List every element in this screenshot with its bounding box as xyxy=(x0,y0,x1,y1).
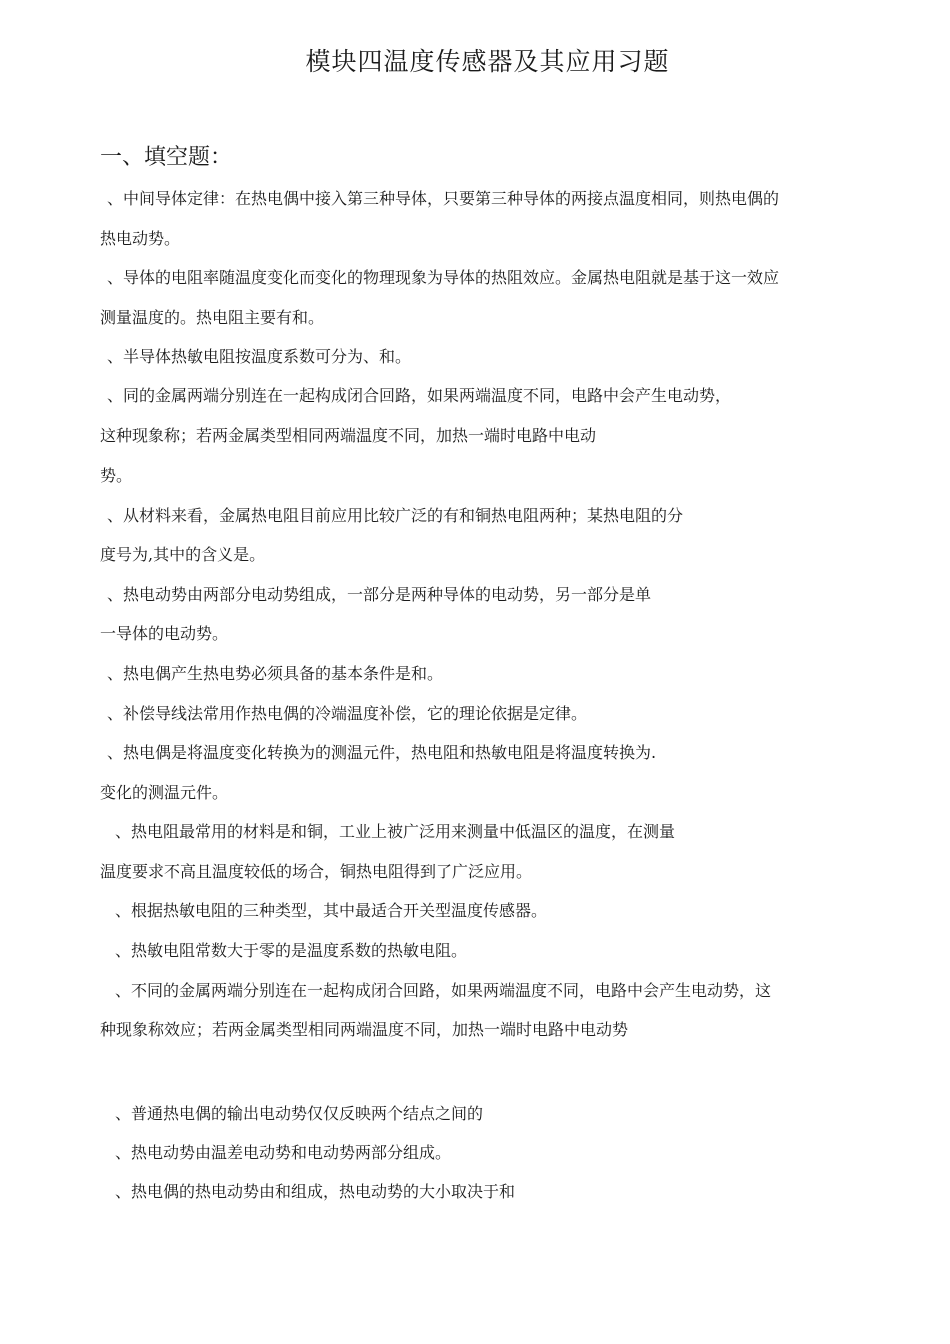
text-line: 势。 xyxy=(100,466,133,485)
text-line: 一导体的电动势。 xyxy=(100,624,229,643)
text-line: 变化的测温元件。 xyxy=(100,783,229,802)
text-line: 、热电动势由温差电动势和电动势两部分组成。 xyxy=(115,1143,452,1162)
text-line: 、从材料来看，金属热电阻目前应用比较广泛的有和铜热电阻两种；某热电阻的分 xyxy=(107,506,684,525)
text-line: 、热敏电阻常数大于零的是温度系数的热敏电阻。 xyxy=(115,941,468,960)
text-line: 热电动势。 xyxy=(100,229,181,248)
text-line: 、热电偶是将温度变化转换为的测温元件，热电阻和热敏电阻是将温度转换为. xyxy=(107,743,657,762)
text-line: 种现象称效应；若两金属类型相同两端温度不同，加热一端时电路中电动势 xyxy=(100,1020,629,1039)
text-line: 、同的金属两端分别连在一起构成闭合回路，如果两端温度不同，电路中会产生电动势， xyxy=(107,386,732,405)
text-line: 、根据热敏电阻的三种类型，其中最适合开关型温度传感器。 xyxy=(115,901,548,920)
text-line: 、半导体热敏电阻按温度系数可分为、和。 xyxy=(107,347,412,366)
text-line: 、中间导体定律：在热电偶中接入第三种导体，只要第三种导体的两接点温度相同，则热电偶的 xyxy=(107,189,780,208)
text-line: 、补偿导线法常用作热电偶的冷端温度补偿，它的理论依据是定律。 xyxy=(107,704,588,723)
page-title: 模块四温度传感器及其应用习题 xyxy=(305,47,670,76)
text-line: 、普通热电偶的输出电动势仅仅反映两个结点之间的 xyxy=(115,1104,484,1123)
text-line: 、热电阻最常用的材料是和铜，工业上被广泛用来测量中低温区的温度，在测量 xyxy=(115,822,676,841)
text-line: 这种现象称；若两金属类型相同两端温度不同，加热一端时电路中电动 xyxy=(100,426,597,445)
text-line: 、热电动势由两部分电动势组成，一部分是两种导体的电动势，另一部分是单 xyxy=(107,585,652,604)
text-line: 、热电偶产生热电势必须具备的基本条件是和。 xyxy=(107,664,444,683)
text-line: 温度要求不高且温度较低的场合，铜热电阻得到了广泛应用。 xyxy=(100,862,533,881)
section-heading-fill-in-blank: 一、填空题： xyxy=(100,145,233,170)
text-line: 度号为,其中的含义是。 xyxy=(100,545,266,564)
text-line: 、导体的电阻率随温度变化而变化的物理现象为导体的热阻效应。金属热电阻就是基于这一效应 xyxy=(107,268,780,287)
text-line: 、热电偶的热电动势由和组成，热电动势的大小取决于和 xyxy=(115,1182,516,1201)
text-line: 测量温度的。热电阻主要有和。 xyxy=(100,308,325,327)
text-line: 、不同的金属两端分别连在一起构成闭合回路，如果两端温度不同，电路中会产生电动势，这 xyxy=(115,981,772,1000)
